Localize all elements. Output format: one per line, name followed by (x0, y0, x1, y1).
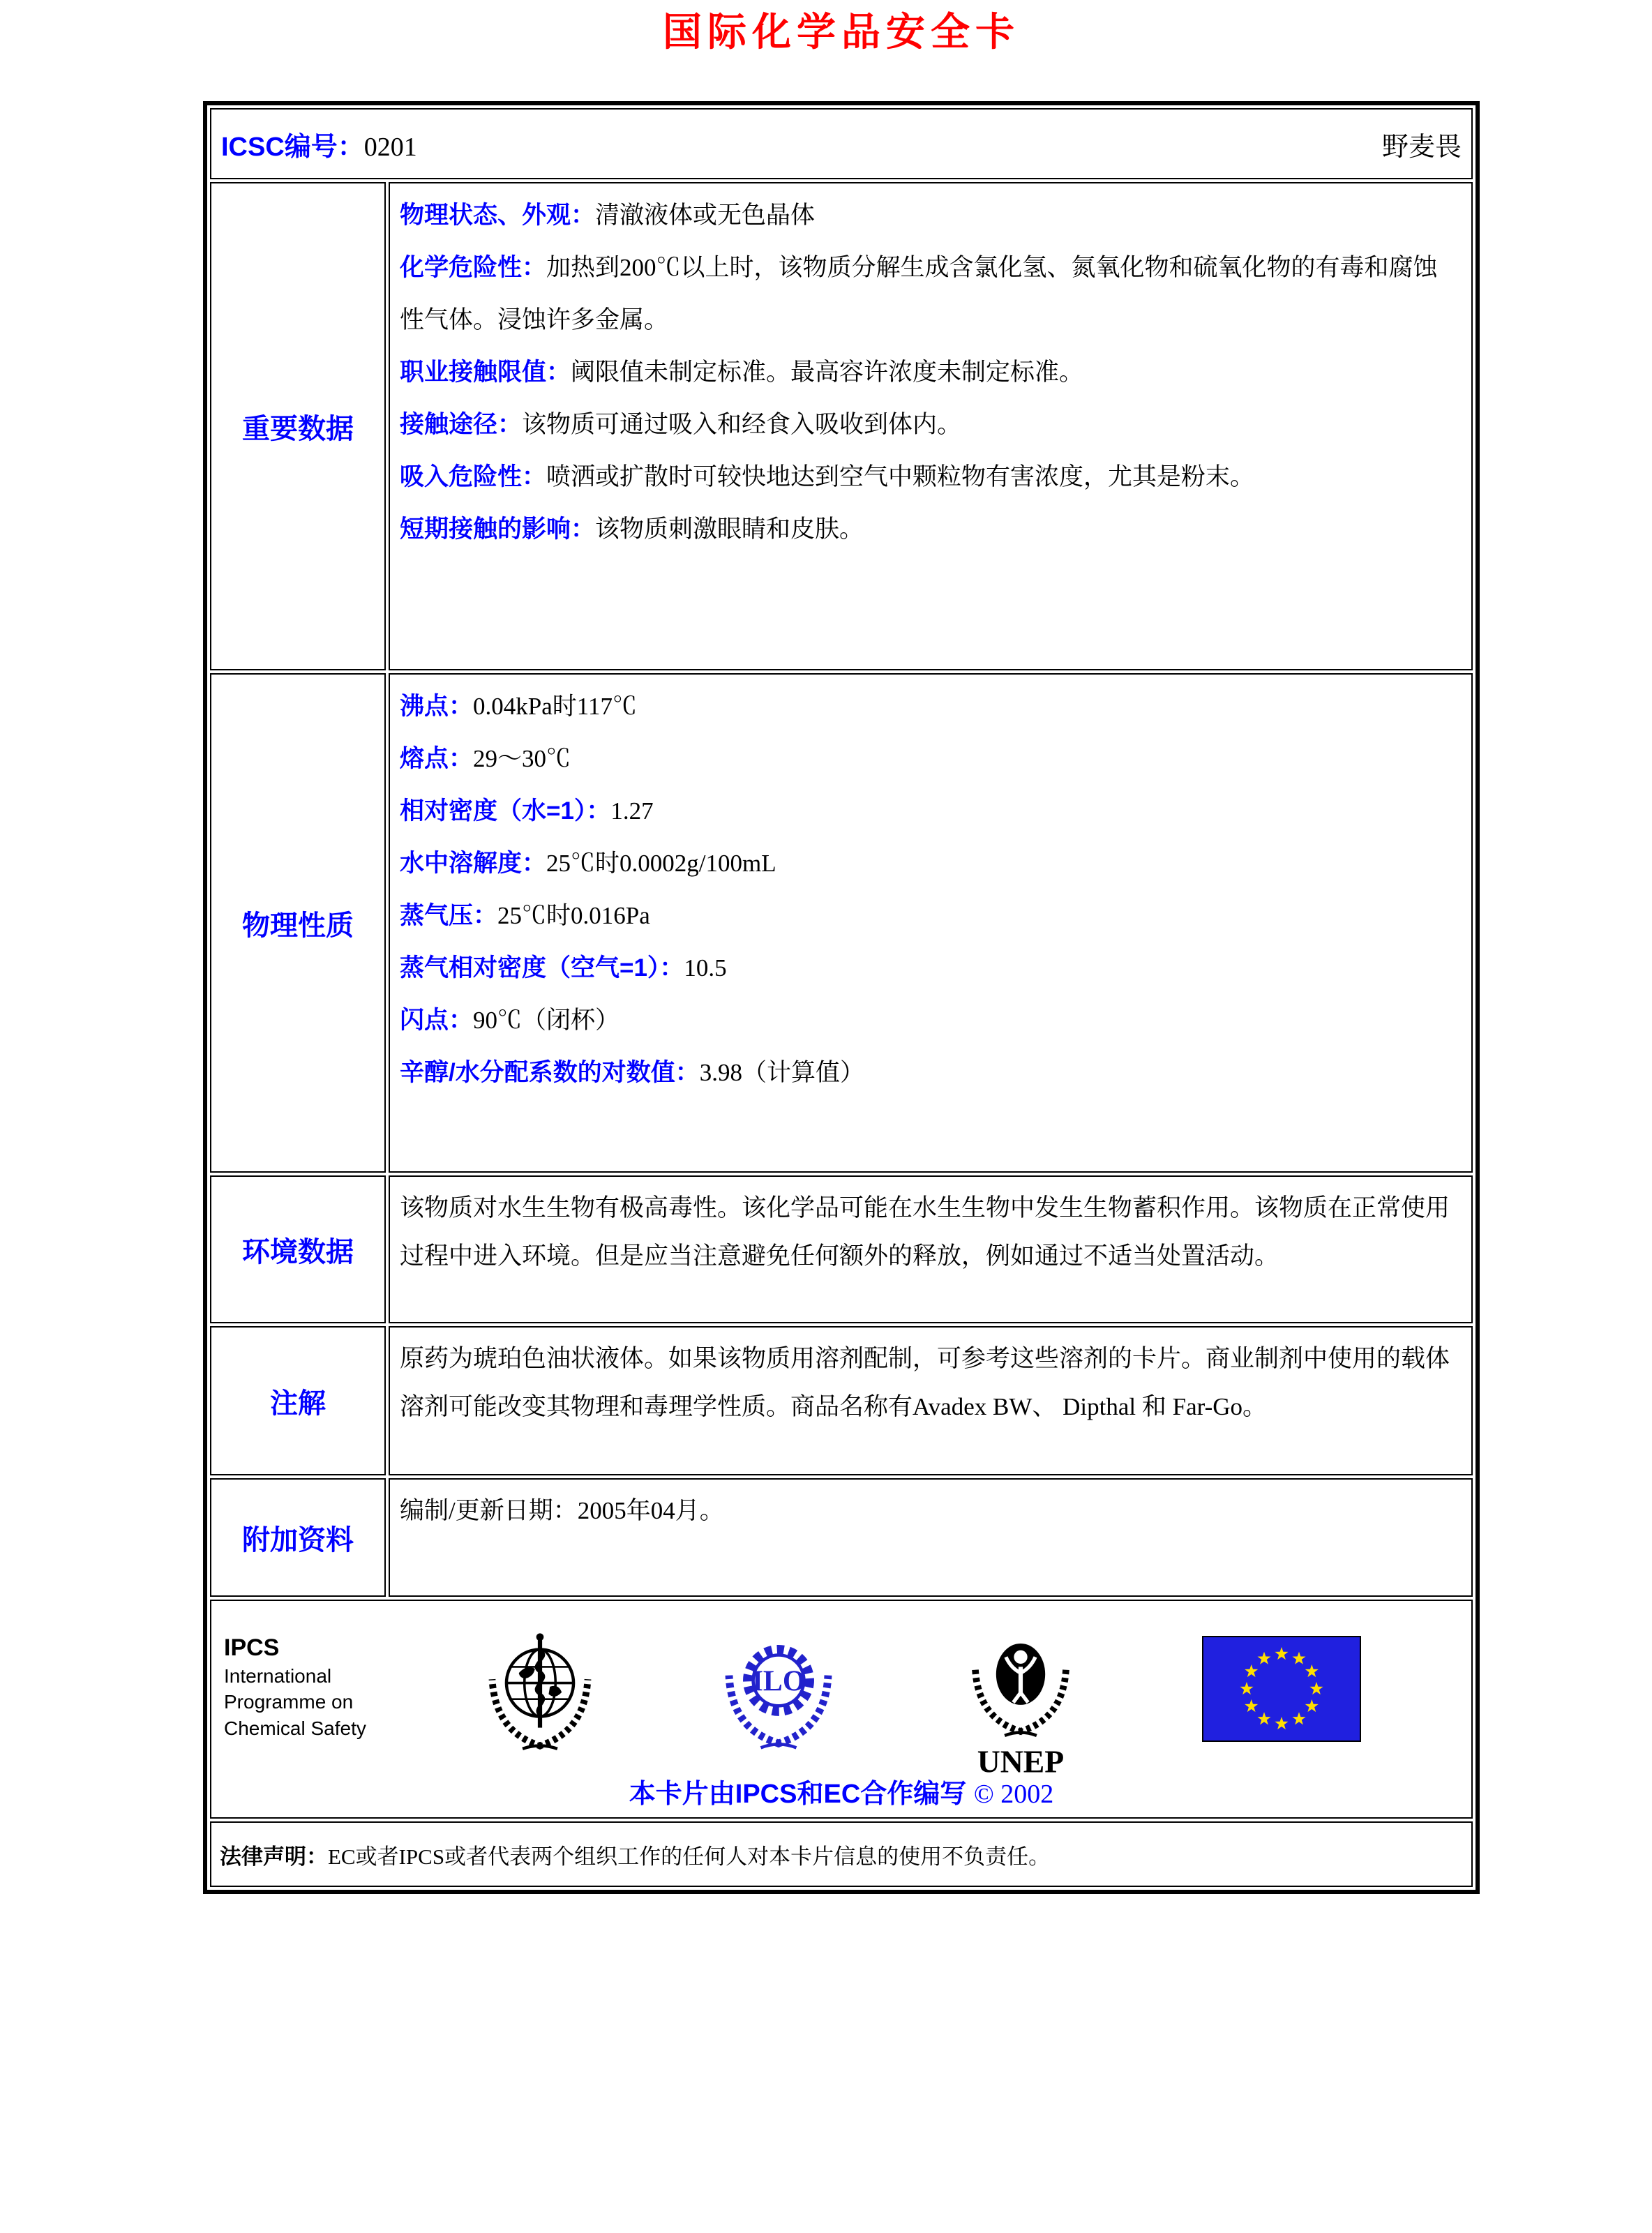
section-row-additional-info (210, 1478, 1473, 1597)
field-line (400, 189, 1460, 241)
field-name: 闪点： (400, 1007, 474, 1035)
field-value: 该物质刺激眼睛和皮肤。 (595, 516, 864, 543)
field-value: 喷洒或扩散时可较快地达到空气中颗粒物有害浓度，尤其是粉末。 (546, 463, 1255, 491)
field-line (400, 732, 1460, 785)
chemical-name: 野麦畏 (1381, 132, 1462, 162)
credit-line (211, 1772, 1471, 1810)
icsc-card-page (0, 10, 1652, 1894)
field-line (400, 994, 1460, 1046)
field-value: 3.98（计算值） (699, 1059, 864, 1087)
field-value: 1.27 (610, 797, 654, 825)
ipcs-title: IPCS (224, 1634, 280, 1662)
section-row-environmental-data (210, 1175, 1473, 1323)
header-cell (210, 108, 1473, 179)
field-name: 水中溶解度： (400, 850, 547, 878)
unep-label: UNEP (977, 1743, 1065, 1780)
field-name: 辛醇/水分配系数的对数值： (400, 1059, 700, 1087)
ilo-logo-icon (715, 1622, 842, 1752)
field-name: 化学危险性： (400, 254, 547, 282)
section-row-physical-properties (210, 673, 1473, 1173)
field-line (400, 680, 1460, 732)
ipcs-subtitle-line: Programme on (224, 1691, 354, 1713)
field-name: 物理状态、外观： (400, 202, 596, 230)
environment-text: 该物质对水生生物有极高毒性。该化学品可能在水生生物中发生生物蓄积作用。该物质在正常使用过程中进入环境。但是应当注意避免任何额外的释放，例如通过不适当处置活动。 (400, 1194, 1450, 1270)
field-line (400, 785, 1460, 837)
field-name: 吸入危险性： (400, 463, 547, 491)
field-line (400, 346, 1460, 398)
field-name: 蒸气相对密度（空气=1）： (400, 954, 684, 982)
logos-cell (210, 1600, 1473, 1819)
field-name: 相对密度（水=1）： (400, 797, 611, 825)
section-content-important-data (389, 182, 1473, 670)
section-content-additional-info (389, 1478, 1473, 1597)
logos-row (210, 1600, 1473, 1819)
field-value: 0.04kPa时117℃ (473, 693, 637, 721)
section-label-text: 重要数据 (242, 413, 354, 444)
unep-logo-icon (959, 1618, 1082, 1781)
field-value: 29～30℃ (473, 745, 571, 773)
field-line (400, 942, 1460, 994)
field-line (400, 503, 1460, 555)
credit-year: © 2002 (973, 1780, 1054, 1810)
field-value: 10.5 (684, 954, 727, 982)
field-line (400, 889, 1460, 942)
notes-text: 原药为琥珀色油状液体。如果该物质用溶剂配制，可参考这些溶剂的卡片。商业制剂中使用的载体溶剂可能改变其物理和毒理学性质。商品名称有Avadex BW、 Dipthal 和 Far-Go。 (400, 1345, 1450, 1421)
field-line (400, 398, 1460, 451)
field-name: 职业接触限值： (400, 359, 571, 386)
field-value: 25℃时0.016Pa (497, 902, 650, 930)
section-label-environmental-data (210, 1175, 386, 1323)
credit-text: 本卡片由IPCS和EC合作编写 (629, 1780, 967, 1810)
ipcs-subtitle-line: Chemical Safety (224, 1717, 366, 1740)
section-content-physical-properties (389, 673, 1473, 1173)
legal-row (210, 1821, 1473, 1887)
section-content-environmental-data (389, 1175, 1473, 1323)
legal-text: EC或者IPCS或者代表两个组织工作的任何人对本卡片信息的使用不负责任。 (328, 1844, 1051, 1869)
field-line (400, 837, 1460, 889)
section-row-notes (210, 1326, 1473, 1475)
field-value: 25℃时0.0002g/100mL (546, 850, 776, 878)
legal-cell (210, 1821, 1473, 1887)
icsc-card-table (203, 101, 1480, 1894)
section-content-notes (389, 1326, 1473, 1475)
field-name: 沸点： (400, 693, 474, 721)
field-value: 阈限值未制定标准。最高容许浓度未制定标准。 (571, 359, 1084, 386)
section-label-text: 注解 (270, 1388, 326, 1419)
section-label-text: 附加资料 (242, 1524, 354, 1556)
field-value: 90℃（闭杯） (473, 1007, 620, 1035)
field-value: 清澈液体或无色晶体 (595, 202, 816, 230)
legal-label: 法律声明： (220, 1844, 328, 1869)
icsc-number-label: ICSC编号： (221, 132, 364, 162)
field-name: 蒸气压： (400, 902, 498, 930)
icsc-number (221, 125, 417, 163)
field-value: 加热到200℃以上时，该物质分解生成含氯化氢、氮氧化物和硫氧化物的有毒和腐蚀性气体。浸蚀许多金属。 (400, 254, 1438, 334)
section-label-important-data (210, 182, 386, 670)
page-title: 国际化学品安全卡 (663, 11, 1020, 54)
header-row (210, 108, 1473, 179)
who-logo-icon (478, 1619, 602, 1764)
field-value: 该物质可通过吸入和经食入吸收到体内。 (522, 411, 962, 439)
section-row-important-data (210, 182, 1473, 670)
eu-flag-icon (1202, 1636, 1361, 1742)
section-label-text: 环境数据 (242, 1236, 354, 1268)
ipcs-subtitle-line: International (224, 1664, 332, 1687)
section-label-additional-info (210, 1478, 386, 1597)
field-name: 接触途径： (400, 411, 523, 439)
section-label-physical-properties (210, 673, 386, 1173)
field-line (400, 1046, 1460, 1099)
icsc-number-value: 0201 (363, 132, 417, 162)
field-name: 熔点： (400, 745, 474, 773)
field-name: 短期接触的影响： (400, 516, 596, 543)
section-label-notes (210, 1326, 386, 1475)
additional-info-text: 编制/更新日期：2005年04月。 (400, 1497, 724, 1525)
ilo-label: ILO (751, 1665, 806, 1698)
field-line (400, 241, 1460, 346)
section-label-text: 物理性质 (242, 910, 354, 941)
ipcs-block (224, 1633, 366, 1742)
field-line (400, 451, 1460, 503)
